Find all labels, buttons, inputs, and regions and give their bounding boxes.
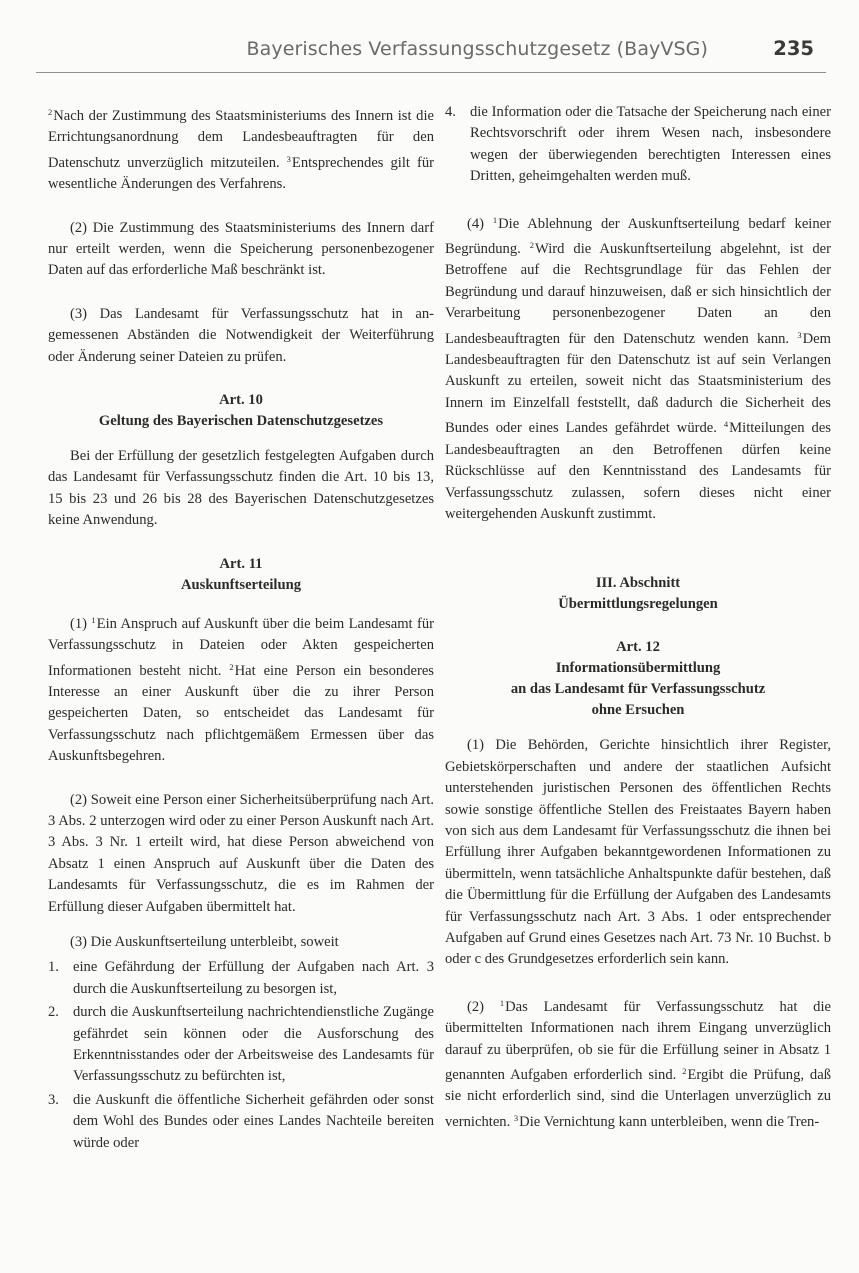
list-item: 4. die Information oder die Tatsache der Speicherung nach einer Rechtsvorschrift oder ihrem Wesen nach, insbesondere wegen der überwiegenden berechtigten Interessen eines Dritten, geheimgehalten werden muß.	[445, 104, 831, 185]
list-item: 3. die Auskunft die öffentliche Sicherheit gefährden oder sonst dem Wohl des Bundes oder eines Landes Nachteile bereiten würde oder	[48, 1091, 434, 1151]
exception-list-continued	[445, 102, 831, 188]
article-10-title: Geltung des Bayerischen Datenschutzgesetzes	[98, 413, 384, 430]
page-number: 235	[773, 37, 814, 60]
article-12-title-line-2: an das Landesamt für Verfassungsschutz	[510, 681, 766, 698]
paragraph-3: (3) Das Landesamt für Verfassungsschutz hat in angemessenen Abständen die Notwendigkeit der Weiterführung oder Änderung seiner Dateien zu prüfen.	[48, 305, 434, 365]
article-10-number: Art. 10	[219, 392, 263, 409]
article-11-paragraph-1: (1) $^1$Ein Anspruch auf Auskunft über die beim Landesamt für Verfassungsschutz in Dateien oder Akten gespeicherten Informationen besteht nicht. $^2$Hat eine Person ein besonderes Interesse an einer Auskunft über die zu ihrer Person gespeicherten Daten, so entscheidet das Landesamt für Verfassungsschutz nach pflichtgemäßem Ermessen über das Auskunftsbegehren.	[48, 614, 434, 765]
left-column	[48, 102, 434, 1154]
list-item: 2. durch die Auskunftserteilung nachrichtendienstliche Zugänge gefährdet sein können oder die Ausforschung des Erkenntnisstandes oder der Arbeitsweise des Landesamts für Verfassungsschutz zu befürchten ist,	[48, 1004, 434, 1085]
article-11-paragraph-2: (2) Soweit eine Person einer Sicherheitsüberprüfung nach Art. 3 Abs. 2 unterzogen wird oder zu einer Person Auskunft nach Art. 3 Abs. 3 Nr. 1 erteilt wird, hat diese Person abweichend von Absatz 1 einen Anspruch auf Auskunft über die Daten des Landesamts für Verfassungsschutz, die es im Rahmen der Erfüllung dieser Aufgaben übermittelt hat.	[48, 791, 434, 915]
section-title: Übermittlungsregelungen	[558, 596, 718, 613]
list-item: 1. eine Gefährdung der Erfüllung der Aufgaben nach Art. 3 durch die Auskunftserteilung zu besorgen ist,	[48, 959, 434, 997]
article-11-title: Auskunftserteilung	[180, 576, 301, 593]
section-number: III. Abschnitt	[595, 575, 681, 592]
article-11-paragraph-3: (3) Die Auskunftserteilung unterbleibt, soweit	[70, 933, 339, 950]
paragraph-2: (2) Die Zustimmung des Staatsministeriums des Innern darf nur erteilt werden, wenn die Speicherung personenbezogener Daten auf das erforderliche Maß beschränkt ist.	[48, 219, 434, 279]
right-column	[445, 102, 831, 1133]
article-11-number: Art. 11	[219, 555, 263, 572]
article-11-paragraph-4: (4) $^1$Die Ablehnung der Auskunftserteilung bedarf keiner Begründung. $^2$Wird die Auskunftserteilung abgelehnt, ist der Betroffene auf die Rechtsgrundlage für das Fehlen der Begründung und darauf hinzuweisen, daß er sich hinsichtlich der Verarbeitung personenbezogener Daten an den Landesbeauftragten für den Datenschutz wenden kann. $^3$Dem Landesbeauftragten für den Datenschutz ist auf sein Verlangen Auskunft zu erteilen, soweit nicht das Staatsministerium des Innern im Einzelfall feststellt, daß dadurch die Sicherheit des Bundes oder eines Landes gefährdet würde. $^4$Mitteilungen des Landesbeauftragten an den Betroffenen dürfen keine Rückschlüsse auf den Kenntnisstand des Landesamts für Verfassungsschutz zulassen, sofern dieses nicht einer weitergehenden Auskunft zustimmt.	[445, 214, 831, 522]
article-12-paragraph-1: (1) Die Behörden, Gerichte hinsichtlich ihrer Register, Gebietskörperschaften und andere der staatlichen Aufsicht unterstehenden juristischen Personen des öffentlichen Rechts sowie sonstige öffentliche Stellen des Freistaates Bayern haben von sich aus dem Landesamt für Verfassungsschutz die ihnen bei Erfüllung ihrer Aufgaben bekanntgewordenen Informationen zu übermitteln, wenn tatsächliche Anhaltspunkte dafür bestehen, daß die Übermittlung für die Erfüllung der Aufgaben des Landesamts für Verfassungsschutz nach Art. 3 Abs. 1 oder entsprechender Aufgaben auf Grund eines Gesetzes nach Art. 73 Nr. 10 Buchst. b oder c des Grundgesetzes erforderlich sein kann.	[445, 737, 831, 968]
article-12-title-line-3: ohne Ersuchen	[591, 702, 685, 719]
exception-list	[48, 957, 434, 1154]
running-title: Bayerisches Verfassungsschutzgesetz (BayVSG)	[246, 38, 708, 60]
article-10-text: Bei der Erfüllung der gesetzlich festgelegten Aufgaben durch das Landesamt für Verfassungsschutz finden die Art. 10 bis 13, 15 bis 23 und 26 bis 28 des Bayerischen Datenschutzgesetzes keine Anwendung.	[48, 448, 434, 529]
running-header	[36, 36, 826, 73]
article-12-paragraph-2: (2) $^1$Das Landesamt für Verfassungsschutz hat die übermittelten Informationen nach ihrem Eingang unverzüglich darauf zu überprüfen, ob sie für die Erfüllung seiner in Absatz 1 genannten Aufgaben erforderlich sind. $^2$Ergibt die Prüfung, daß sie nicht erforderlich sind, sind die Unterlagen unverzüglich zu vernichten. $^3$Die Vernichtung kann unterbleiben, wenn die Tren-	[445, 997, 832, 1130]
paragraph-continuation: $^2$Nach der Zustimmung des Staatsministeriums des Innern ist die Errichtungsanordnung dem Landesbeauftragten für den Datenschutz unverzüglich mitzuteilen. $^3$Entsprechendes gilt für wesentliche Änderungen des Verfahrens.	[48, 107, 434, 193]
article-12-title-line-1: Informationsübermittlung	[555, 660, 721, 677]
article-12-number: Art. 12	[616, 639, 660, 656]
